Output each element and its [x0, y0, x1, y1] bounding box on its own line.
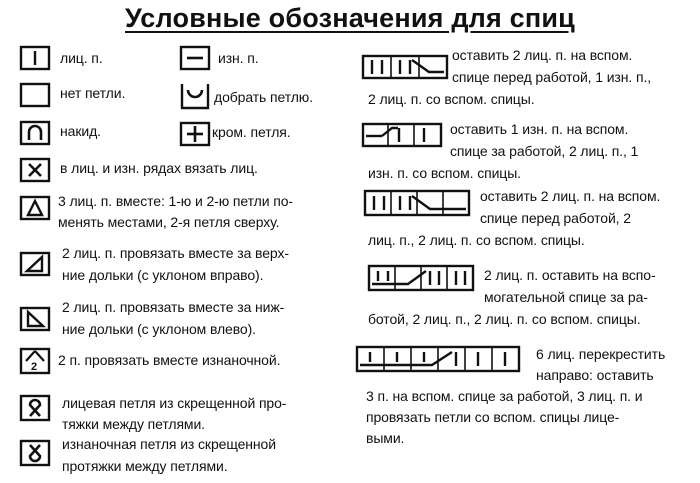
cable-1-text-3: 2 лиц. п. со вспом. спицы.: [368, 91, 535, 107]
legend-text-no-stitch: нет петли.: [60, 85, 126, 101]
legend-text-yarn-over: накид.: [60, 123, 101, 139]
k2tog-right-icon: [20, 252, 50, 276]
edge-stitch-icon: [180, 122, 210, 146]
legend-text-p2tog: 2 п. провязать вместе изнаночной.: [58, 352, 281, 368]
k2tog-left-icon: [20, 307, 50, 331]
legend-text-edge-stitch: кром. петля.: [212, 124, 291, 140]
cable-3-text-3: лиц. п., 2 лиц. п. со вспом. спицы.: [368, 232, 585, 248]
knit-both-rows-icon: [20, 158, 50, 182]
legend-text-knit-both-rows: в лиц. и изн. рядах вязать лиц.: [60, 160, 258, 176]
legend-text-twisted-knit-1: лицевая петля из скрещенной про-: [62, 395, 287, 411]
yarn-over-icon: [20, 121, 50, 145]
cable-5-text-3: 3 п. на вспом. спице за работой, 3 лиц. п. и: [366, 388, 643, 404]
knit-stitch-icon: [20, 46, 50, 70]
no-stitch-icon: [20, 83, 50, 107]
legend-text-three-together-2: менять местами, 2-я петля сверху.: [58, 214, 280, 230]
cable-1-text-1: оставить 2 лиц. п. на вспом.: [452, 47, 633, 63]
legend-text-knit: лиц. п.: [60, 50, 103, 66]
legend-text-three-together-1: 3 лиц. п. вместе: 1-ю и 2-ю петли по-: [58, 193, 293, 209]
legend-text-purl: изн. п.: [218, 50, 259, 66]
cable-2-2-back-icon: [368, 265, 474, 291]
legend-text-k2tog-right-2: ние дольки (с уклоном вправо).: [62, 267, 264, 283]
cable-3-text-1: оставить 2 лиц. п. на вспом.: [480, 188, 661, 204]
cable-2-text-2: спице за работой, 2 лиц. п., 1: [450, 143, 639, 159]
cable-1-2-back-icon: [362, 123, 442, 147]
twisted-purl-icon: [20, 440, 50, 466]
cable-3-3-back-icon: [356, 346, 520, 372]
legend-text-pick-up: добрать петлю.: [214, 89, 313, 105]
cable-4-text-1: 2 лиц. п. оставить на вспо-: [484, 267, 656, 283]
cable-4-text-2: могательной спице за ра-: [484, 289, 648, 305]
page-title: Условные обозначения для спиц: [125, 3, 575, 33]
legend-text-k2tog-left-1: 2 лиц. п. провязать вместе за ниж-: [62, 299, 285, 315]
legend-text-twisted-purl-2: протяжки между петлями.: [62, 458, 228, 474]
cable-1-text-2: спице перед работой, 1 изн. п.,: [452, 69, 652, 85]
twisted-knit-icon: [20, 395, 50, 421]
three-together-icon: [20, 196, 50, 220]
p2tog-icon: [20, 348, 50, 374]
purl-stitch-icon: [180, 46, 210, 70]
legend-text-twisted-purl-1: изнаночная петля из скрещенной: [62, 436, 276, 452]
cable-5-text-2: направо: оставить: [536, 367, 654, 383]
cable-4-text-3: ботой, 2 лиц. п., 2 лиц. п. со вспом. спицы.: [368, 311, 641, 327]
pick-up-stitch-icon: [180, 83, 210, 109]
cable-2-text-3: изн. п. со вспом. спицы.: [368, 165, 521, 181]
legend-text-twisted-knit-2: тяжки между петлями.: [62, 416, 205, 432]
cable-2-1-front-icon: [362, 55, 448, 79]
cable-5-text-5: выми.: [366, 430, 405, 446]
legend-text-k2tog-left-2: ние дольки (с уклоном влево).: [62, 321, 256, 337]
cable-2-text-1: оставить 1 изн. п. на вспом.: [450, 121, 629, 137]
cable-3-text-2: спице перед работой, 2: [480, 210, 631, 226]
svg-text:2: 2: [31, 361, 38, 373]
cable-2-2-front-icon: [364, 190, 470, 216]
cable-5-text-4: провязать петли со вспом. спицы лице-: [366, 409, 620, 425]
legend-text-k2tog-right-1: 2 лиц. п. провязать вместе за верх-: [62, 245, 289, 261]
cable-5-text-1: 6 лиц. перекрестить: [536, 346, 666, 362]
